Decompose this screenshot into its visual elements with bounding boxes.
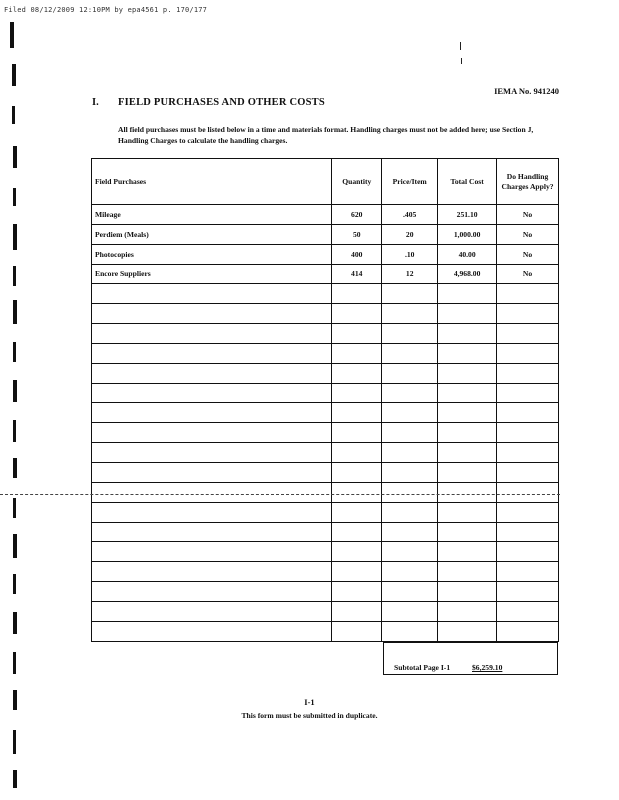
table-row [92,403,559,423]
table-row [92,562,559,582]
section-number: I. [92,97,99,108]
cell-item [92,324,332,344]
cell-item [92,304,332,324]
instructions: All field purchases must be listed below in a time and materials format. Handling charges must not be added here; use Section J, Handling Charges to calculate the handling charges. [118,125,534,145]
cell-handling [497,383,559,403]
cell-quantity [332,443,382,463]
cell-item [92,522,332,542]
table-row [92,205,559,225]
cell-total: 4,968.00 [438,264,497,284]
cell-total [438,343,497,363]
cell-price: .10 [382,244,438,264]
cell-total [438,443,497,463]
table-row [92,304,559,324]
cell-quantity [332,284,382,304]
cell-handling [497,482,559,502]
cell-total: 1,000.00 [438,224,497,244]
cell-quantity [332,601,382,621]
scan-dashed-line [0,494,560,495]
cell-price [382,582,438,602]
cell-total [438,284,497,304]
cell-price [382,522,438,542]
cell-total [438,482,497,502]
cell-item [92,443,332,463]
cell-quantity [332,621,382,641]
table-row [92,244,559,264]
cell-item [92,462,332,482]
cell-quantity: 50 [332,224,382,244]
cell-price [382,621,438,641]
cell-item: Perdiem (Meals) [92,224,332,244]
cell-price [382,462,438,482]
subtotal-label: Subtotal Page I-1 [394,663,451,672]
cell-total [438,403,497,423]
subtotal-box [383,642,558,675]
header-price-item: Price/Item [382,159,438,205]
table-row [92,383,559,403]
table-row [92,502,559,522]
cell-item [92,582,332,602]
cell-price [382,403,438,423]
cell-quantity [332,383,382,403]
cell-quantity [332,542,382,562]
cell-total [438,383,497,403]
table-row [92,462,559,482]
cell-handling [497,582,559,602]
cell-price [382,363,438,383]
scan-speck [461,58,462,64]
cell-handling [497,542,559,562]
cell-handling: No [497,205,559,225]
header-quantity: Quantity [332,159,382,205]
table-row [92,224,559,244]
page-number: I-1 [304,697,315,707]
cell-total [438,542,497,562]
cell-quantity [332,343,382,363]
cell-item [92,423,332,443]
cell-quantity: 620 [332,205,382,225]
cell-total [438,304,497,324]
cell-handling [497,363,559,383]
scan-speck [460,42,461,50]
cell-total [438,363,497,383]
table-header-row [92,159,559,205]
cell-handling [497,423,559,443]
subtotal-value: $6,259.10 [472,663,503,672]
cell-total [438,582,497,602]
cell-quantity [332,403,382,423]
cell-handling: No [497,224,559,244]
cell-item [92,621,332,641]
cell-handling [497,502,559,522]
cell-price [382,443,438,463]
cell-price [382,601,438,621]
cell-total [438,621,497,641]
cell-item [92,542,332,562]
table-row [92,582,559,602]
cell-price [382,284,438,304]
cell-quantity [332,462,382,482]
table-row [92,363,559,383]
cell-quantity [332,582,382,602]
cell-price [382,304,438,324]
cell-quantity: 414 [332,264,382,284]
cell-quantity [332,363,382,383]
cell-total: 40.00 [438,244,497,264]
cell-total [438,562,497,582]
cell-quantity [332,324,382,344]
cell-handling [497,443,559,463]
cell-item: Mileage [92,205,332,225]
cell-quantity [332,522,382,542]
cell-item [92,562,332,582]
header-total-cost: Total Cost [438,159,497,205]
cell-total [438,522,497,542]
table-row [92,482,559,502]
cell-item [92,284,332,304]
section-title: FIELD PURCHASES AND OTHER COSTS [118,97,325,108]
table-row [92,542,559,562]
table-row [92,264,559,284]
cell-quantity [332,304,382,324]
cell-price [382,423,438,443]
table-row [92,522,559,542]
table-row [92,443,559,463]
cell-total [438,324,497,344]
cell-handling [497,324,559,344]
cell-handling [497,562,559,582]
table-row [92,621,559,641]
cell-item [92,502,332,522]
cell-handling [497,304,559,324]
cell-handling [497,343,559,363]
cell-handling: No [497,264,559,284]
header-field-purchases: Field Purchases [92,159,332,205]
cell-total: 251.10 [438,205,497,225]
cell-quantity [332,562,382,582]
cell-item [92,482,332,502]
cell-total [438,462,497,482]
table-row [92,284,559,304]
cell-quantity [332,423,382,443]
cell-price [382,383,438,403]
cell-total [438,423,497,443]
cell-item: Photocopies [92,244,332,264]
cell-price: .405 [382,205,438,225]
cell-price: 12 [382,264,438,284]
header-handling-charges: Do Handling Charges Apply? [497,159,559,205]
cell-handling [497,522,559,542]
cell-item [92,343,332,363]
table-row [92,601,559,621]
cell-price [382,324,438,344]
table-row [92,423,559,443]
cell-item [92,383,332,403]
cell-handling [497,462,559,482]
cell-price [382,562,438,582]
cell-price: 20 [382,224,438,244]
cell-handling [497,403,559,423]
table-row [92,343,559,363]
fax-header: Filed 08/12/2009 12:10PM by epa4561 p. 170/177 [4,6,208,14]
cell-item [92,363,332,383]
cell-quantity: 400 [332,244,382,264]
form-id: IEMA No. 941240 [494,86,559,96]
cell-total [438,601,497,621]
cell-price [382,542,438,562]
table-row [92,324,559,344]
cell-total [438,502,497,522]
cell-handling [497,284,559,304]
cell-handling [497,601,559,621]
field-purchases-table [91,158,559,642]
cell-item [92,601,332,621]
cell-quantity [332,502,382,522]
cell-item [92,403,332,423]
cell-handling [497,621,559,641]
cell-quantity [332,482,382,502]
cell-item: Encore Suppliers [92,264,332,284]
scan-edge-marks [0,0,34,800]
cell-price [382,502,438,522]
cell-price [382,482,438,502]
cell-price [382,343,438,363]
footer-note: This form must be submitted in duplicate. [241,711,378,720]
cell-handling: No [497,244,559,264]
